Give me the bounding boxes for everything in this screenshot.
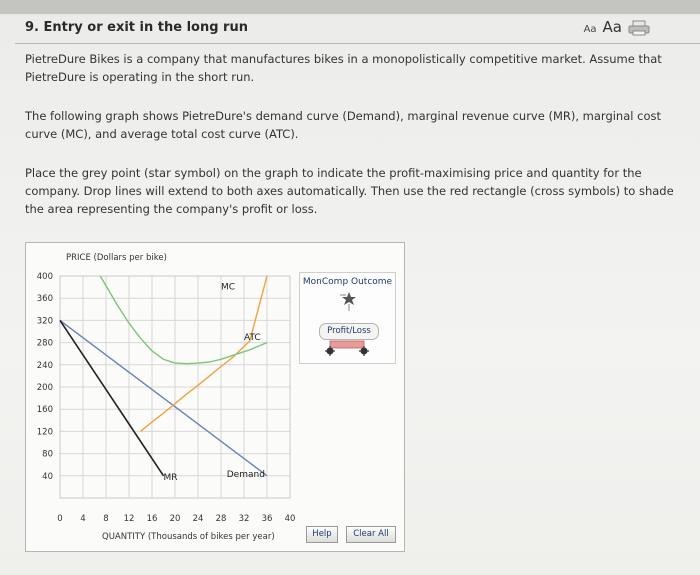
print-icon[interactable] bbox=[628, 20, 650, 36]
profit-loss-label: Profit/Loss bbox=[319, 323, 379, 340]
x-tick-label: 12 bbox=[123, 514, 135, 524]
x-tick-label: 4 bbox=[80, 514, 86, 524]
question-title: 9. Entry or exit in the long run bbox=[25, 20, 248, 35]
x-tick-label: 16 bbox=[146, 514, 158, 524]
monopolistic-competition-outcome-palette bbox=[299, 272, 396, 364]
instructions-paragraph: Place the grey point (star symbol) on the graph to indicate the profit-maximising price and quantity for the company. Drop lines will extend to both axes automatically. Then use the red rectangle (cross symbols) to shade the area representing the company's profit or loss. bbox=[25, 166, 674, 216]
y-tick-label: 120 bbox=[36, 427, 53, 438]
mc-curve-label: MC bbox=[221, 282, 236, 293]
title-divider bbox=[15, 43, 700, 44]
top-toolbar-strip bbox=[0, 0, 700, 14]
mc-curve bbox=[141, 276, 268, 431]
x-axis-label: QUANTITY (Thousands of bikes per year) bbox=[102, 532, 275, 542]
grid bbox=[60, 276, 290, 498]
demand-curve bbox=[60, 320, 267, 475]
y-tick-label: 40 bbox=[42, 471, 53, 482]
axis-ticks bbox=[37, 272, 296, 524]
x-tick-label: 28 bbox=[215, 514, 227, 524]
x-tick-label: 32 bbox=[238, 514, 250, 524]
x-tick-label: 20 bbox=[169, 514, 181, 524]
y-tick-label: 200 bbox=[36, 383, 53, 393]
y-tick-label: 360 bbox=[36, 294, 53, 305]
intro-paragraph: PietreDure Bikes is a company that manufactures bikes in a monopolistically competitive market. Assume that PietreDure is operating in the short run. bbox=[25, 52, 662, 84]
y-axis-label: PRICE (Dollars per bike) bbox=[66, 253, 167, 263]
grey-star-point-tool[interactable] bbox=[338, 291, 360, 313]
x-tick-label: 36 bbox=[261, 514, 273, 524]
x-tick-label: 40 bbox=[284, 514, 296, 524]
y-tick-label: 80 bbox=[42, 449, 53, 460]
graph-panel bbox=[25, 242, 405, 552]
graph-description-paragraph: The following graph shows PietreDure's demand curve (Demand), marginal revenue curve (MR), marginal cost curve (MC), and average total cost curve (ATC). bbox=[25, 109, 661, 141]
mr-curve-label: MR bbox=[163, 473, 178, 484]
increase-text-size-button[interactable]: Aa bbox=[602, 18, 622, 36]
clear-all-button[interactable]: Clear All bbox=[346, 526, 396, 543]
curves bbox=[60, 276, 267, 476]
atc-curve bbox=[100, 276, 267, 364]
y-tick-label: 400 bbox=[36, 272, 53, 282]
y-tick-label: 320 bbox=[36, 316, 53, 327]
y-tick-label: 280 bbox=[36, 338, 53, 349]
y-tick-label: 240 bbox=[36, 360, 53, 371]
help-button[interactable]: Help bbox=[306, 526, 338, 543]
demand-curve-label: Demand bbox=[226, 469, 265, 480]
mr-curve bbox=[60, 320, 164, 475]
red-rectangle-tool[interactable] bbox=[324, 339, 370, 357]
text-size-controls bbox=[584, 18, 622, 36]
x-tick-label: 0 bbox=[57, 514, 63, 524]
x-tick-label: 24 bbox=[192, 514, 204, 524]
y-tick-label: 160 bbox=[36, 405, 53, 416]
atc-curve-label: ATC bbox=[244, 332, 261, 343]
decrease-text-size-button[interactable]: Aa bbox=[583, 24, 597, 35]
x-tick-label: 8 bbox=[103, 514, 109, 524]
outcome-palette-title: MonComp Outcome bbox=[302, 277, 393, 287]
